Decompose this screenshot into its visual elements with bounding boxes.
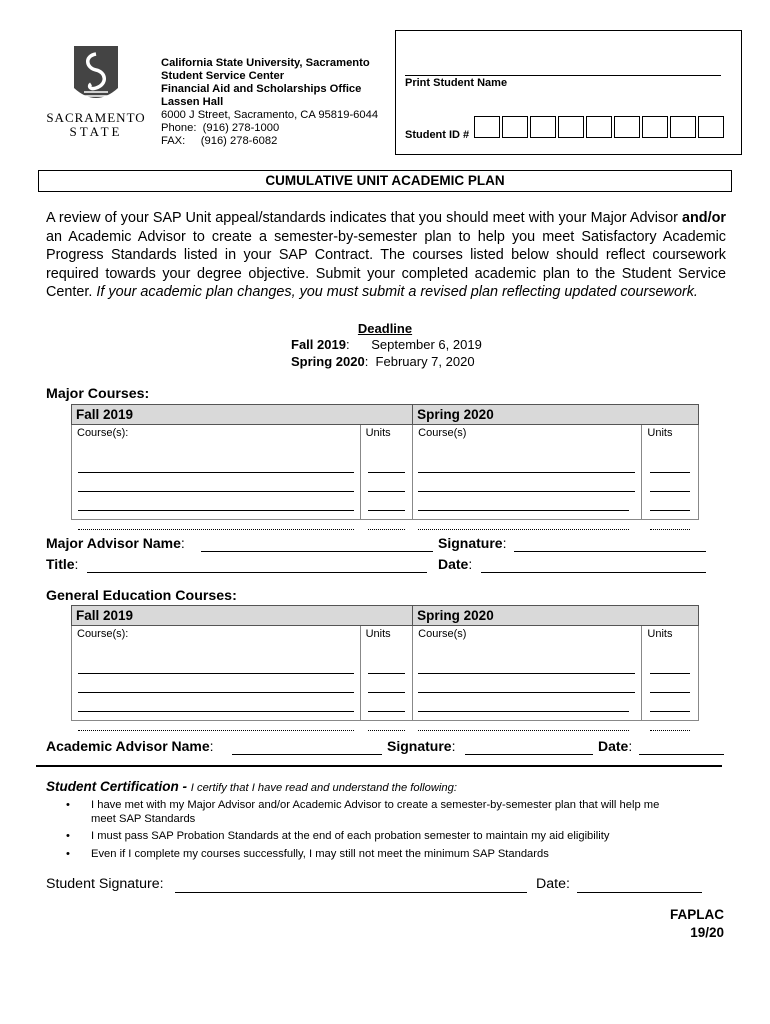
academic-advisor-signature-row: Signature:: [387, 738, 456, 754]
academic-advisor-date-row: Date:: [598, 738, 633, 754]
certification-heading: Student Certification -: [46, 779, 187, 794]
intro-paragraph: [46, 209, 726, 302]
student-id-digit[interactable]: [670, 116, 696, 138]
academic-advisor-name-row: Academic Advisor Name:: [46, 738, 214, 754]
bullet-dot: •: [66, 848, 70, 860]
certification-item: [91, 798, 731, 826]
major-courses-table: [71, 404, 699, 520]
university-seal-graphic: [46, 44, 146, 110]
academic-advisor-name-label: Academic Advisor Name: [46, 738, 210, 754]
form-code: [670, 906, 724, 942]
student-id-digit[interactable]: [502, 116, 528, 138]
student-name-field[interactable]: [405, 75, 721, 76]
deadline-spring: Spring 2020: February 7, 2020: [291, 354, 475, 369]
form-title: CUMULATIVE UNIT ACADEMIC PLAN: [38, 170, 732, 192]
header-building: Lassen Hall: [161, 96, 224, 108]
major-spring-courses-cell[interactable]: [413, 425, 642, 520]
student-date-field[interactable]: [577, 892, 702, 893]
academic-advisor-signature-label: Signature: [387, 738, 452, 754]
deadline-fall-date: September 6, 2019: [371, 337, 482, 352]
intro-text-italic: If your academic plan changes, you must submit a revised plan reflecting updated coursework.: [96, 284, 698, 301]
major-advisor-name-label: Major Advisor Name: [46, 535, 181, 551]
student-date-label: Date:: [536, 876, 570, 892]
student-id-digit[interactable]: [614, 116, 640, 138]
bullet-dot: •: [66, 830, 70, 842]
major-fall-courses-cell[interactable]: [72, 425, 361, 520]
student-signature-label: Student Signature:: [46, 876, 164, 892]
major-spring-courses-label: Course(s): [418, 427, 467, 439]
certification-subheading: I certify that I have read and understand the following:: [190, 782, 457, 794]
section-divider: [36, 765, 722, 767]
student-info-box: [395, 30, 742, 155]
form-code-year: 19/20: [690, 925, 724, 940]
major-courses-heading: Major Courses:: [46, 386, 150, 402]
header-center: Student Service Center: [161, 70, 285, 82]
major-advisor-title-row: Title:: [46, 556, 79, 572]
major-advisor-name-row: Major Advisor Name:: [46, 535, 185, 551]
student-signature-field[interactable]: [175, 892, 527, 893]
ge-fall-units-label: Units: [365, 628, 391, 640]
major-spring-header: Spring 2020: [413, 405, 699, 425]
ge-spring-units-label: Units: [647, 628, 673, 640]
student-id-digit[interactable]: [642, 116, 668, 138]
header-phone: Phone: (916) 278-1000: [161, 122, 280, 134]
student-id-digit[interactable]: [474, 116, 500, 138]
ge-fall-courses-label: Course(s):: [77, 628, 129, 640]
student-id-digit[interactable]: [530, 116, 556, 138]
student-id-label: Student ID #: [405, 129, 470, 141]
student-id-digit[interactable]: [586, 116, 612, 138]
intro-text-b: an Academic Advisor to create a semester-by-semester plan to help you meet Satisfactory Academic Progress Standards listed in your SAP Contract. The courses listed below should reflect coursework required towards your degree objective. Submit your completed academic plan to the Student Service Center.: [46, 228, 726, 301]
certification-heading-row: [46, 779, 457, 794]
major-spring-units-label: Units: [647, 427, 673, 439]
major-advisor-signature-row: Signature:: [438, 535, 507, 551]
major-spring-units-cell[interactable]: [642, 425, 699, 520]
header-street: 6000 J Street, Sacramento, CA 95819-6044: [161, 109, 379, 121]
bullet-dot: •: [66, 799, 70, 811]
certification-item-line1: I have met with my Major Advisor and/or Academic Advisor to create a semester-by-semester plan that will help me: [91, 799, 660, 811]
major-advisor-signature-field[interactable]: [514, 551, 706, 552]
major-advisor-signature-label: Signature: [438, 535, 503, 551]
logo-wordmark-line2: STATE: [69, 124, 123, 139]
major-advisor-title-label: Title: [46, 556, 75, 572]
header-university: California State University, Sacramento: [161, 57, 370, 69]
deadline-spring-label: Spring 2020: [291, 354, 365, 369]
academic-advisor-name-field[interactable]: [232, 754, 382, 755]
ge-courses-table: [71, 605, 699, 721]
logo-wordmark-line1: SACRAMENTO: [46, 110, 146, 125]
student-id-digit[interactable]: [558, 116, 584, 138]
ge-spring-courses-cell[interactable]: [413, 626, 642, 721]
ge-courses-heading: General Education Courses:: [46, 588, 237, 604]
deadline-heading: [0, 321, 770, 337]
deadline-fall: Fall 2019: September 6, 2019: [291, 337, 482, 352]
ge-spring-courses-label: Course(s): [418, 628, 467, 640]
deadline-spring-date: February 7, 2020: [375, 354, 475, 369]
ge-spring-units-cell[interactable]: [642, 626, 699, 721]
major-fall-courses-label: Course(s):: [77, 427, 129, 439]
certification-item: Even if I complete my courses successfully, I may still not meet the minimum SAP Standards: [91, 848, 549, 860]
intro-text-a: A review of your SAP Unit appeal/standards indicates that you should meet with your Major Advisor: [46, 210, 683, 226]
major-fall-units-cell[interactable]: [360, 425, 413, 520]
header-fax: FAX: (916) 278-6082: [161, 135, 278, 147]
certification-item-line2: meet SAP Standards: [91, 813, 196, 825]
major-advisor-date-row: Date:: [438, 556, 473, 572]
header-office: Financial Aid and Scholarships Office: [161, 83, 362, 95]
major-advisor-title-field[interactable]: [87, 572, 427, 573]
ge-fall-courses-cell[interactable]: [72, 626, 361, 721]
major-fall-header: Fall 2019: [72, 405, 413, 425]
certification-item: I must pass SAP Probation Standards at the end of each probation semester to maintain my aid eligibility: [91, 830, 610, 842]
ge-spring-header: Spring 2020: [413, 606, 699, 626]
deadline-heading-text: Deadline: [357, 321, 413, 336]
academic-advisor-date-field[interactable]: [639, 754, 724, 755]
intro-text-bold: and/or: [682, 210, 726, 226]
form-code-name: FAPLAC: [670, 907, 724, 922]
academic-advisor-date-label: Date: [598, 738, 629, 754]
student-id-digit[interactable]: [698, 116, 724, 138]
academic-advisor-signature-field[interactable]: [465, 754, 593, 755]
major-advisor-date-field[interactable]: [481, 572, 706, 573]
major-advisor-name-field[interactable]: [201, 551, 433, 552]
major-fall-units-label: Units: [365, 427, 391, 439]
deadline-fall-label: Fall 2019: [291, 337, 346, 352]
ge-fall-header: Fall 2019: [72, 606, 413, 626]
ge-fall-units-cell[interactable]: [360, 626, 413, 721]
student-name-label: Print Student Name: [405, 77, 508, 89]
major-advisor-date-label: Date: [438, 556, 469, 572]
